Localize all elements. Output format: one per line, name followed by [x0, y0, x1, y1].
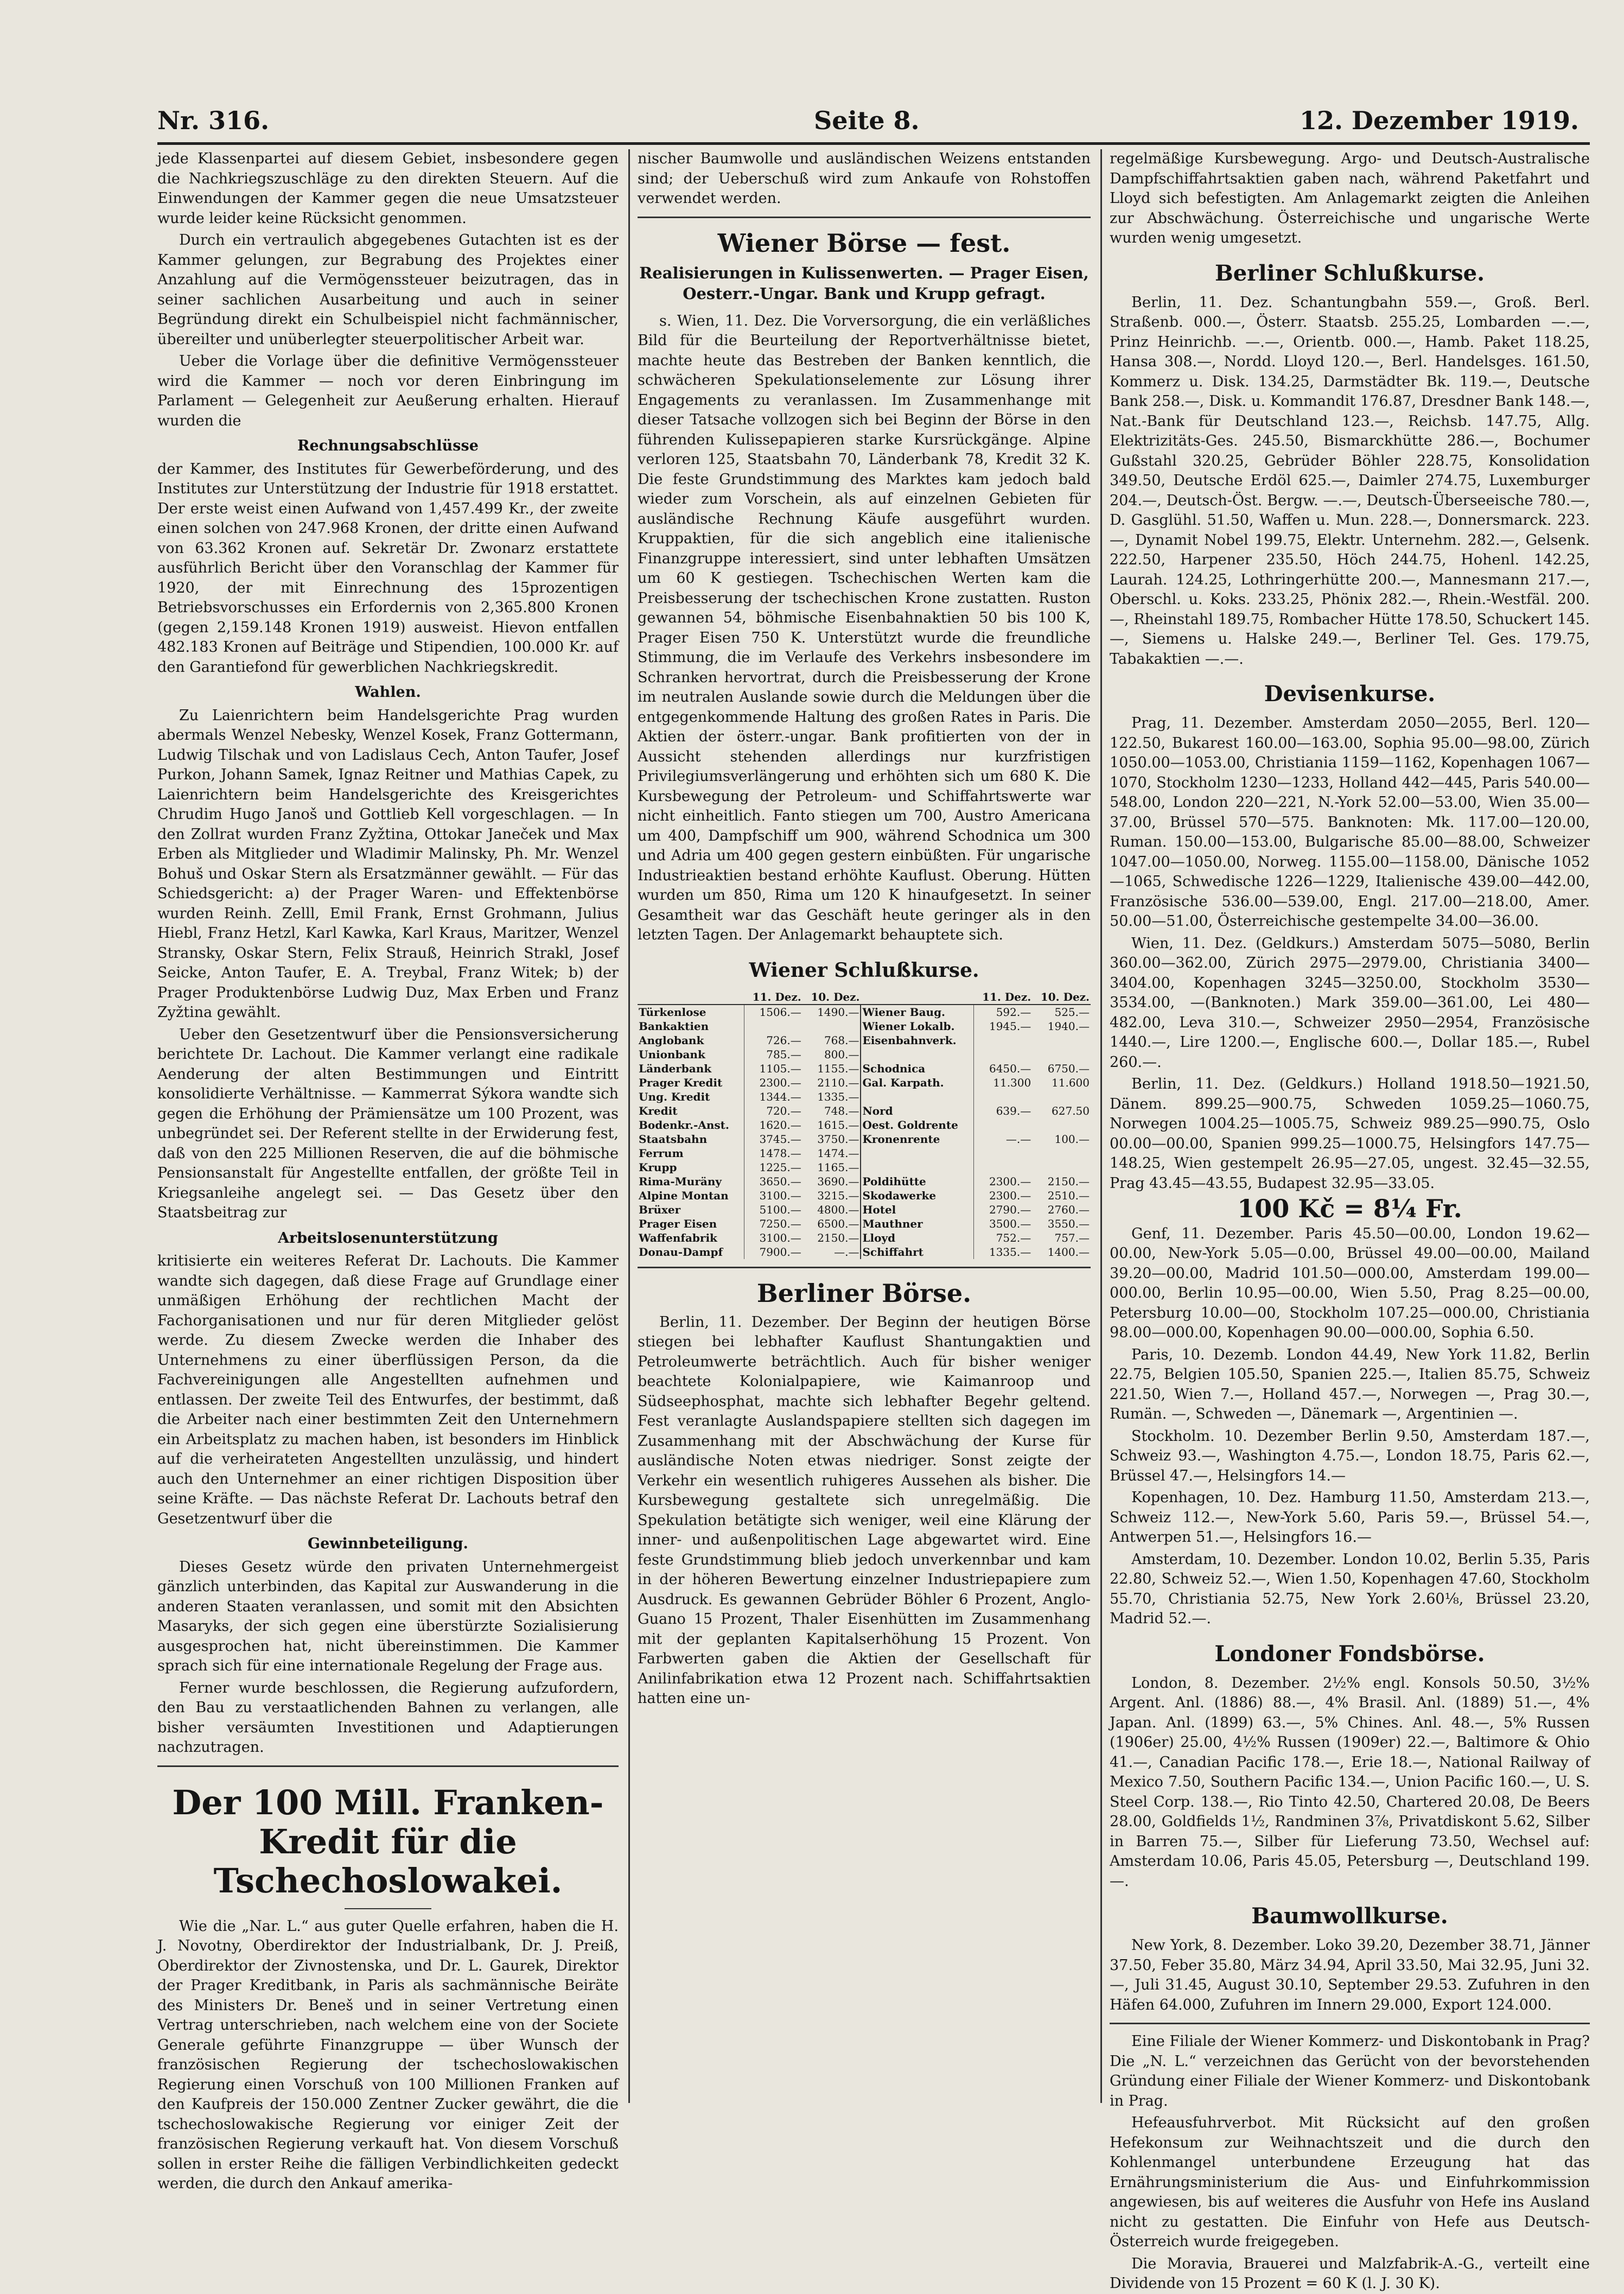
table-cell: Anglobank: [638, 1033, 744, 1047]
table-cell: 4800.—: [803, 1203, 861, 1217]
table-row: [638, 1104, 1091, 1118]
subheading: Arbeitslosenunterstützung: [278, 1229, 498, 1247]
table-cell: Schodnica: [861, 1062, 973, 1076]
section-heading: Devisenkurse.: [1264, 681, 1436, 707]
table-row: [638, 1245, 1091, 1259]
table-cell: 1335.—: [989, 1245, 1031, 1259]
table-row: [638, 1076, 1091, 1090]
table-cell: 748.—: [803, 1104, 861, 1118]
table-cell: Prager Eisen: [638, 1217, 744, 1231]
table-cell: 11.300: [993, 1076, 1031, 1089]
table-cell: [974, 1090, 1033, 1104]
table-cell: 720.—: [766, 1104, 801, 1117]
column-divider: [628, 149, 630, 2103]
table-cell: —.—: [1005, 1132, 1031, 1146]
table-header-cell: 11. Dez.: [744, 990, 803, 1005]
section-heading: Berliner Schlußkurse.: [1214, 260, 1485, 286]
table-cell: 785.—: [766, 1047, 801, 1061]
table-row: [638, 1118, 1091, 1132]
table-cell: [861, 1146, 973, 1160]
table-cell: 1620.—: [759, 1118, 801, 1132]
column-3: [1110, 149, 1590, 2292]
table-cell: 5100.—: [759, 1203, 801, 1216]
table-cell: [1032, 1033, 1091, 1047]
header-rule: [157, 142, 1590, 145]
table-cell: [974, 1047, 1033, 1062]
paragraph: New York, 8. Dezember. Loko 39.20, Dezember 38.71, Jänner 37.50, Feber 35.80, März 34.94, April 33.50, Mai 32.95, Juni 32.—, Juli 31.45, August 30.10, September 29.53. Zufuhren in den Häfen 64.000, Zufuhren im Innern 29.000, Export 124.000.: [1110, 1937, 1590, 2013]
table-header-cell: 10. Dez.: [1032, 990, 1091, 1005]
table-row: [638, 1160, 1091, 1174]
table-cell: 1155.—: [803, 1062, 861, 1076]
table-cell: Lloyd: [861, 1231, 973, 1245]
table-cell: [974, 1033, 1033, 1047]
paragraph: nischer Baumwolle und ausländischen Weizens entstanden sind; der Ueberschuß wird zum Ankaufe von Rohstoffen verwendet werden.: [638, 150, 1091, 207]
table-cell: Wiener Baug.: [861, 1005, 973, 1019]
separator: [638, 217, 1091, 218]
table-cell: Nord: [861, 1104, 973, 1118]
paragraph: Ueber den Gesetzentwurf über die Pensionsversicherung berichtete Dr. Lachout. Die Kammer verlangt eine radikale Aenderung der alten Bestimmungen und Eintritt konsolidierte Verhältnisse. — Kammerrat Sýkora wandte sich gegen die Erhöhung der Prämiensätze um 100 Prozent, was unbegründet sei. Der Referent stellte in der Erwiderung fest, daß von den 225 Millionen Reserven, die auf die böhmische Pensionsanstalt für Angestellte entfallen, der größte Teil in Kriegsanleihe angelegt sei. — Das Gesetz über den Staatsbeitrag zur: [157, 1026, 619, 1221]
table-header-cell: [638, 990, 744, 1005]
table-cell: 3215.—: [803, 1189, 861, 1203]
table-cell: 1490.—: [803, 1005, 861, 1019]
table-row: [638, 1090, 1091, 1104]
table-cell: 757.—: [1054, 1231, 1090, 1244]
table-cell: [1032, 1118, 1091, 1132]
table-cell: [861, 1160, 973, 1174]
table-cell: 1335.—: [803, 1090, 861, 1104]
table-cell: 100.—: [1054, 1132, 1090, 1146]
page-header: [157, 106, 1579, 138]
table-cell: 525.—: [1054, 1005, 1090, 1019]
table-row: [638, 1174, 1091, 1189]
table-cell: 3750.—: [803, 1132, 861, 1146]
table-cell: Türkenlose: [638, 1005, 744, 1019]
column-1: [157, 149, 619, 2192]
issue-number: Nr. 316.: [157, 106, 270, 135]
table-cell: 1474.—: [803, 1146, 861, 1160]
paragraph: Amsterdam, 10. Dezember. London 10.02, Berlin 5.35, Paris 22.80, Schweiz 52.—, Wien 1.50, Kopenhagen 47.60, Stockholm 55.70, Christiania 52.75, New York 2.60⅛, Brüssel 23.20, Madrid 52.—.: [1110, 1550, 1590, 1627]
paragraph: Kopenhagen, 10. Dez. Hamburg 11.50, Amsterdam 213.—, Schweiz 112.—, New-York 5.60, Paris 59.—, Brüssel 54.—, Antwerpen 51.—, Helsingfors 16.—: [1110, 1489, 1590, 1546]
table-row: [638, 1189, 1091, 1203]
table-row: [638, 1231, 1091, 1245]
table-header-cell: [861, 990, 973, 1005]
table-cell: Krupp: [638, 1160, 744, 1174]
table-cell: 11.600: [1052, 1076, 1090, 1089]
table-cell: [1032, 1160, 1091, 1174]
table-row: [638, 1146, 1091, 1160]
table-cell: 3100.—: [759, 1189, 801, 1202]
table-cell: 6500.—: [803, 1217, 861, 1231]
table-cell: 800.—: [803, 1047, 861, 1062]
table-header-cell: 10. Dez.: [803, 990, 861, 1005]
table-cell: 1945.—: [989, 1019, 1031, 1033]
paragraph: s. Wien, 11. Dez. Die Vorversorgung, die ein verläßliches Bild für die Beurteilung der Reportverhältnisse bietet, machte heute das Bestreben der Banken kenntlich, die schwächeren Spekulationselemente zur Lösung ihrer Engagements zu veranlassen. Im Zusammenhange mit dieser Tatsache vollzogen sich bei Beginn der Börse in den führenden Kulissepapieren starke Kursrückgänge. Alpine verloren 125, Staatsbahn 70, Länderbank 78, Kredit 32 K. Die feste Grundstimmung des Marktes kam jedoch bald wieder zum Vorschein, als auf einzelnen Gebieten für ausländische Rechnung Käufe ausgeführt wurden. Kruppaktien, für die sich angeblich eine italienische Finanzgruppe interessiert, sind unter lebhaften Umsätzen um 60 K gestiegen. Tschechischen Werten kam die Preisbesserung der tschechischen Krone zustatten. Ruston gewannen 54, böhmische Eisenbahnaktien 50 bis 100 K, Prager Eisen 750 K. Unterstützt wurde die freundliche Stimmung, die im Verlaufe des Verkehrs insbesondere im Schranken hervortrat, durch die Preisbesserung der Krone im neutralen Auslande sowie durch die Meldungen über die entgegenkommende Haltung des großen Rates in Paris. Die Aktien der österr.-ungar. Bank profitierten von der in Aussicht stehenden allerdings nur kurzfristigen Privilegiumsverlängerung und erhöhten sich um 680 K. Die Kursbewegung der Petroleum- und Schiffahrtswerte war nicht einheitlich. Fanto stiegen um 700, Austro Americana um 400, Dampfschiff um 900, während Schodnica um 300 und Adria um 400 gegen gestern einbüßten. Für ungarische Industrieaktien bestand erhöhte Kauflust. Oberung. Hütten wurden um 850, Rima um 120 K hinaufgesetzt. In seiner Gesamtheit war das Geschäft heute geringer als in den letzten Tagen. Der Anlagemarkt behauptete sich.: [638, 312, 1091, 943]
table-cell: Mauthner: [861, 1217, 973, 1231]
table-cell: Oest. Goldrente: [861, 1118, 973, 1132]
table-cell: 1400.—: [1047, 1245, 1090, 1259]
table-row: [638, 1033, 1091, 1047]
section-heading: Baumwollkurse.: [1251, 1903, 1448, 1929]
table-cell: 3550.—: [1047, 1217, 1090, 1230]
table-row: [638, 1062, 1091, 1076]
table-cell: 2110.—: [803, 1076, 861, 1090]
table-cell: Prager Kredit: [638, 1076, 744, 1090]
table-cell: Unionbank: [638, 1047, 744, 1062]
paragraph: der Kammer, des Institutes für Gewerbeförderung, und des Institutes zur Unterstützung der Industrie für 1918 erstattet. Der erste weist einen Aufwand von 1,457.499 Kr., der zweite einen solchen von 247.968 Kronen, der dritte einen Aufwand von 63.362 Kronen auf. Sekretär Dr. Zwonarz erstattete ausführlich Bericht über den Voranschlag der Kammer für 1920, der mit Einrechnung des 15prozentigen Betriebsvorschusses ein Erfordernis von 2,365.800 Kronen (gegen 2,159.148 Kronen 1919) ausweist. Hievon entfallen 482.183 Kronen auf Beiträge und Stipendien, 100.000 Kr. auf den Garantiefond für gewerblichen Nachkriegskredit.: [157, 460, 619, 676]
table-cell: 768.—: [803, 1033, 861, 1047]
quotes-table: [638, 990, 1091, 1259]
table-cell: 1478.—: [759, 1146, 801, 1160]
paragraph: Berlin, 11. Dez. (Geldkurs.) Holland 1918.50—1921.50, Dänem. 899.25—900.75, Schweden 1059.25—1060.75, Norwegen 1004.25—1005.75, Schweiz 989.25—990.75, Oslo 00.00—00.00, Spanien 999.25—1000.75, Helsingfors 147.75—148.25, Wien gestempelt 26.95—27.05, ungest. 32.45—32.55, Prag 43.45—43.55, Budapest 32.95—33.05.: [1110, 1076, 1590, 1192]
separator: [157, 1765, 619, 1767]
table-cell: Bankaktien: [638, 1019, 744, 1033]
table-cell: Kredit: [638, 1104, 744, 1118]
table-cell: 1615.—: [803, 1118, 861, 1132]
paragraph: Ueber die Vorlage über die definitive Vermögenssteuer wird die Kammer — noch vor deren Einbringung im Parlament — Gelegenheit zur Aeußerung erhalten. Hierauf wurden die: [157, 353, 619, 429]
table-cell: 592.—: [996, 1005, 1031, 1019]
paragraph: Ferner wurde beschlossen, die Regierung aufzufordern, den Bau zu verstaatlichenden Bahnen zu verlangen, alle bisher versäumten Investitionen und Adaptierungen nachzutragen.: [157, 1679, 619, 1756]
table-cell: [861, 1047, 973, 1062]
page-number: Seite 8.: [814, 106, 920, 135]
table-row: [638, 1203, 1091, 1217]
table-header-cell: 11. Dez.: [974, 990, 1033, 1005]
paragraph: Genf, 11. Dezember. Paris 45.50—00.00, London 19.62—00.00, New-York 5.05—0.00, Brüssel 49.00—00.00, Mailand 39.20—00.00, Madrid 101.50—000.00, Amsterdam 199.00—000.00, Berlin 10.95—00.00, Wien 5.50, Prag 8.25—00.00, Petersburg 10.00—00, Stockholm 107.25—000.00, Christiania 98.00—000.00, Kopenhagen 90.00—000.00, Sophia 6.50.: [1110, 1225, 1590, 1341]
table-row: [638, 1132, 1091, 1146]
table-cell: 6450.—: [989, 1062, 1031, 1075]
table-cell: 627.50: [1052, 1104, 1090, 1117]
paragraph: Paris, 10. Dezemb. London 44.49, New York 11.82, Berlin 22.75, Belgien 105.50, Spanien 225.—, Italien 85.75, Schweiz 221.50, Wien 7.—, Holland 457.—, Norwegen —, Prag 30.—, Rumän. —, Schweden —, Dänemark —, Argentinien —.: [1110, 1346, 1590, 1422]
table-cell: 3690.—: [803, 1174, 861, 1189]
table-cell: 7900.—: [759, 1245, 801, 1259]
headline: Der 100 Mill. Franken-Kredit für die Tschechoslowakei.: [172, 1782, 604, 1901]
table-cell: [1032, 1146, 1091, 1160]
paragraph: Zu Laienrichtern beim Handelsgerichte Prag wurden abermals Wenzel Nebesky, Wenzel Kosek, Franz Gottermann, Ludwig Tilschak und von Ladislaus Cech, Anton Taufer, Josef Purkon, Johann Samek, Ignaz Reitner und Mathias Capek, zu Laienrichtern beim Handelsgerichte des Kreisgerichtes Chrudim Hugo Janoš und Gottlieb Kell vorgeschlagen. — In den Zollrat wurden Franz Zyžtina, Ottokar Janeček und Max Erben als Mitglieder und Wladimir Malinsky, Ph. Mr. Wenzel Bohuš und Oskar Stern als Ersatzmänner gewählt. — Für das Schiedsgericht: a) der Prager Waren- und Effektenbörse wurden Reinh. Zelll, Emil Frank, Ernst Grohmann, Julius Hiebl, Franz Hetzl, Karl Kawka, Karl Kraus, Maritzer, Wenzel Stransky, Oskar Stern, Felix Strauß, Heinrich Strakl, Josef Seicke, Anton Taufer, E. A. Treybal, Franz Witek; b) der Prager Produktenbörse Ludwig Duz, Max Erben und Franz Zyžtina gewählt.: [157, 707, 619, 1021]
section-heading: Londoner Fondsbörse.: [1214, 1641, 1485, 1667]
exchange-rate-banner: 100 Kč = 8¼ Fr.: [1237, 1194, 1462, 1223]
table-cell: 7250.—: [759, 1217, 801, 1230]
table-cell: Wiener Lokalb.: [861, 1019, 973, 1033]
issue-date: 12. Dezember 1919.: [1300, 106, 1579, 135]
paragraph: regelmäßige Kursbewegung. Argo- und Deutsch-Australische Dampfschiffahrtsaktien gaben nach, während Paketfahrt und Lloyd sich befestigten. Am Anlagemarkt zeigten die Anleihen zur Abschwächung. Österreichische und ungarische Werte wurden wenig umgesetzt.: [1110, 150, 1590, 246]
table-cell: Kronenrente: [861, 1132, 973, 1146]
paragraph: Dieses Gesetz würde den privaten Unternehmergeist gänzlich unterbinden, das Kapital zur Auswanderung in die anderen Staaten veranlassen, und somit mit den Absichten Masaryks, der sich gegen eine überstürzte Sozialisierung ausgesprochen hat, nicht übereinstimmen. Die Kammer sprach sich für eine internationale Regelung der Frage aus.: [157, 1558, 619, 1674]
table-cell: 1225.—: [759, 1160, 801, 1174]
table-cell: Gal. Karpath.: [861, 1076, 973, 1090]
table-cell: 752.—: [996, 1231, 1031, 1244]
paragraph: Eine Filiale der Wiener Kommerz- und Diskontobank in Prag? Die „N. L.“ verzeichnen das Gerücht von der bevorstehenden Gründung einer Filiale der Wiener Kommerz- und Diskontobank in Prag.: [1110, 2033, 1590, 2109]
column-2: [638, 149, 1091, 2157]
paragraph: Prag, 11. Dezember. Amsterdam 2050—2055, Berl. 120—122.50, Bukarest 160.00—163.00, Sophia 95.00—98.00, Zürich 1050.00—1053.00, Christiania 1159—1162, Kopenhagen 1067—1070, Stockholm 1230—1233, Holland 442—445, Paris 540.00—548.00, London 220—221, N.-York 52.00—53.00, Wien 35.00—37.00, Brüssel 570—575. Banknoten: Mk. 117.00—120.00, Ruman. 150.00—153.00, Bulgarische 85.00—88.00, Schweizer 1047.00—1050.00, Norweg. 1155.00—1158.00, Dänische 1052—1065, Schwedische 1226—1229, Italienische 439.00—442.00, Französische 536.00—539.00, Engl. 217.00—218.00, Amer. 50.00—51.00, Österreichische gestempelte 34.00—36.00.: [1110, 715, 1590, 930]
table-cell: [803, 1019, 861, 1033]
table-cell: Hotel: [861, 1203, 973, 1217]
separator: [345, 1908, 431, 1909]
table-cell: Waffenfabrik: [638, 1231, 744, 1245]
table-cell: 1940.—: [1047, 1019, 1090, 1033]
separator: [1110, 2023, 1590, 2024]
paragraph: Wie die „Nar. L.“ aus guter Quelle erfahren, haben die H. J. Novotny, Oberdirektor der Industrialbank, Dr. J. Preiß, Oberdirektor der Zivnostenska, und Dr. L. Gaurek, Direktor der Prager Kreditbank, in Paris als sachmännische Beiräte des Ministers Dr. Beneš und in seiner Vertretung einen Vertrag unterschrieben, nach welchem eine von der Societe Generale geführte Finanzgruppe — über Wunsch der französischen Regierung der tschechoslowakischen Regierung einen Vorschuß von 100 Millionen Franken auf den Kaufpreis der 150.000 Zentner Zucker gewährt, die die tschechoslowakische Regierung vor einiger Zeit der französischen Regierung verkauft hat. Von diesem Vorschuß sollen in erster Reihe die fälligen Verbindlichkeiten gedeckt werden, die durch den Ankauf amerika-: [157, 1917, 619, 2192]
section-deck: Realisierungen in Kulissenwerten. — Prager Eisen, Oesterr.-Ungar. Bank und Krupp gefragt.: [639, 263, 1089, 303]
subheading: Rechnungsabschlüsse: [297, 437, 479, 454]
table-cell: 2150.—: [803, 1231, 861, 1245]
table-cell: 726.—: [766, 1033, 801, 1047]
table-cell: Skodawerke: [861, 1189, 973, 1203]
table-cell: Poldihütte: [861, 1174, 973, 1189]
table-row: [638, 1005, 1091, 1019]
table-cell: Rima-Muräny: [638, 1174, 744, 1189]
table-cell: 3745.—: [759, 1132, 801, 1146]
section-heading: Wiener Börse — fest.: [717, 228, 1011, 258]
table-cell: [974, 1160, 1033, 1174]
table-cell: Ung. Kredit: [638, 1090, 744, 1104]
table-cell: 6750.—: [1047, 1062, 1090, 1075]
table-cell: Donau-Dampf: [638, 1245, 744, 1259]
table-cell: 1105.—: [759, 1062, 801, 1075]
table-cell: [1032, 1090, 1091, 1104]
table-cell: 1506.—: [759, 1005, 801, 1019]
separator: [638, 1267, 1091, 1268]
table-cell: 1165.—: [803, 1160, 861, 1174]
table-cell: [1032, 1047, 1091, 1062]
paragraph: kritisierte ein weiteres Referat Dr. Lachouts. Die Kammer wandte sich dagegen, daß diese Frage auf Grundlage einer unmäßigen Erhöhung der rechtlichen Macht der Fachorganisationen und nur für deren Mitglieder gelöst werde. Zu diesem Zwecke werden die Inhaber des Unternehmens zu einer überflüssigen Person, da die Fachvereinigungen alle Angestellten aufnehmen und entlassen. Der zweite Teil des Entwurfes, der bestimmt, daß die Arbeiter nach einer bestimmten Zeit den Unternehmern ein Arbeitsplatz zu machen haben, ist besonders im Hinblick auf die verheirateten Angestellten unzulässig, und hindert auch den Unternehmer an einer richtigen Disposition über seine Kräfte. — Das nächste Referat Dr. Lachouts betraf den Gesetzentwurf über die: [157, 1253, 619, 1527]
table-row: [638, 1047, 1091, 1062]
table-cell: Ferrum: [638, 1146, 744, 1160]
table-cell: 2790.—: [989, 1203, 1031, 1216]
table-cell: Schiffahrt: [861, 1245, 973, 1259]
section-heading: Berliner Börse.: [756, 1278, 972, 1308]
paragraph: Hefeausfuhrverbot. Mit Rücksicht auf den großen Hefekonsum zur Weihnachtszeit und die durch den Kohlenmangel unterbundene Erzeugung hat das Ernährungsministerium die Aus- und Einfuhrkommission angewiesen, bis auf weiteres die Ausfuhr von Hefe ins Ausland nicht zu gestatten. Die Einfuhr von Hefe aus Deutsch-Österreich wurde freigegeben.: [1110, 2114, 1590, 2250]
table-cell: [974, 1118, 1033, 1132]
table-cell: [974, 1146, 1033, 1160]
column-divider: [1100, 149, 1102, 2103]
table-cell: 2510.—: [1047, 1189, 1090, 1202]
paragraph: Berlin, 11. Dez. Schantungbahn 559.—, Groß. Berl. Straßenb. 000.—, Österr. Staatsb. 255.25, Lombarden —.—, Prinz Heinrichb. —.—, Orientb. 000.—, Hamb. Paket 118.25, Hansa 308.—, Nordd. Lloyd 120.—, Berl. Handelsges. 161.50, Kommerz u. Disk. 134.25, Darmstädter Bk. 119.—, Deutsche Bank 258.—, Disk. u. Kommandit 176.87, Dresdner Bank 148.—, Nat.-Bank für Deutschland 123.—, Reichsb. 147.75, Allg. Elektrizitäts-Ges. 245.50, Bismarckhütte 286.—, Bochumer Gußstahl 320.25, Gebrüder Böhler 228.75, Konsolidation 349.50, Deutsche Erdöl 625.—, Daimler 274.75, Luxemburger 204.—, Deutsch-Öst. Bergw. —.—, Deutsch-Überseeische 780.—, D. Gasglühl. 51.50, Waffen u. Mun. 228.—, Donnersmarck. 223.—, Dynamit Nobel 199.75, Elektr. Unternehm. 282.—, Gelsenk. 222.50, Harpener 235.50, Höch 244.75, Hohenl. 142.25, Laurah. 124.25, Lothringerhütte 200.—, Mannesmann 217.—, Oberschl. u. Koks. 233.25, Phönix 282.—, Rhein.-Westfäl. 200.—, Rheinstahl 189.75, Rombacher Hütte 178.50, Schuckert 145.—, Siemens u. Halske 249.—, Berliner Tel. Ges. 179.75, Tabakaktien —.—.: [1110, 294, 1590, 668]
section-heading: Wiener Schlußkurse.: [749, 958, 979, 982]
table-cell: [861, 1090, 973, 1104]
paragraph: Die Moravia, Brauerei und Malzfabrik-A.-G., verteilt eine Dividende von 15 Prozent = 60 K (l. J. 30 K).: [1110, 2255, 1590, 2292]
table-cell: Alpine Montan: [638, 1189, 744, 1203]
table-cell: 1344.—: [759, 1090, 801, 1103]
table-cell: Staatsbahn: [638, 1132, 744, 1146]
table-cell: Länderbank: [638, 1062, 744, 1076]
table-cell: 2300.—: [759, 1076, 801, 1089]
table-cell: Brüxer: [638, 1203, 744, 1217]
table-cell: 3650.—: [759, 1174, 801, 1188]
table-cell: Bodenkr.-Anst.: [638, 1118, 744, 1132]
paragraph: Durch ein vertraulich abgegebenes Gutachten ist es der Kammer gelungen, zur Begrabung des Projektes einer Anzahlung auf die Vermögenssteuer beizutragen, das in seiner sachlichen Ausarbeitung und auch in seiner Begründung direkt ein Schulbeispiel nicht fachmännischer, übereilter und unüberlegter steuerpolitischer Arbeit war.: [157, 232, 619, 348]
paragraph: London, 8. Dezember. 2½% engl. Konsols 50.50, 3½% Argent. Anl. (1886) 88.—, 4% Brasil. Anl. (1889) 51.—, 4% Japan. Anl. (1899) 63.—, 5% Chines. Anl. 48.—, 5% Russen (1906er) 25.00, 4½% Russen (1909er) 22.—, Baltimore & Ohio 41.—, Canadian Pacific 178.—, Erie 18.—, National Railway of Mexico 7.50, Southern Pacific 134.—, Union Pacific 160.—, U. S. Steel Corp. 138.—, Rio Tinto 42.50, Chartered 20.08, De Beers 28.00, Goldfields 1½, Randminen 3⅞, Privatdiskont 5.62, Silber in Barren 75.—, Silber für Lieferung 73.50, Wechsel auf: Amsterdam 10.06, Paris 45.05, Petersburg —, Deutschland 199.—.: [1110, 1674, 1590, 1890]
table-cell: 2150.—: [1047, 1174, 1090, 1188]
table-cell: 2300.—: [989, 1189, 1031, 1202]
table-cell: Eisenbahnverk.: [861, 1033, 973, 1047]
paragraph: jede Klassenpartei auf diesem Gebiet, insbesondere gegen die Nachkriegszuschläge zu den direkten Steuern. Auf die Einwendungen der Kammer gegen die neue Umsatzsteuer wurde leider keine Rücksicht genommen.: [157, 150, 619, 227]
paragraph: Berlin, 11. Dezember. Der Beginn der heutigen Börse stiegen bei lebhafter Kauflust Shantungaktien und Petroleumwerte beträchtlich. Auch für bisher weniger beachtete Kolonialpapiere, wie Kaimanroop und Südseephosphat, machte sich lebhafter Begehr geltend. Fest veranlagte Auslandspapiere stellten sich dagegen im Zusammenhang mit der Abschwächung der Kurse für ausländische Noten etwas niedriger. Sonst zeigte der Verkehr ein wesentlich ruhigeres Aussehen als bisher. Die Kursbewegung gestaltete sich unregelmäßig. Die Spekulation betätigte sich weniger, weil eine Klärung der inner- und außenpolitischen Lage abgewartet wird. Eine feste Grundstimmung blieb jedoch unverkennbar und kam in der höheren Bewertung einzelner Industriepapiere zum Ausdruck. Es gewannen Gebrüder Böhler 6 Prozent, Anglo-Guano 15 Prozent, Thaler Eisenhütten im Zusammenhang mit der geplanten Kapitalserhöhung 15 Prozent. Von Farbwerten gaben die Aktien der Gesellschaft für Anilinfabrikation etwa 12 Prozent nach. Schiffahrtsaktien hatten eine un-: [638, 1313, 1091, 1707]
table-cell: 3500.—: [989, 1217, 1031, 1230]
subheading: Wahlen.: [355, 684, 421, 701]
paragraph: Wien, 11. Dez. (Geldkurs.) Amsterdam 5075—5080, Berlin 360.00—362.00, Zürich 2975—2979.00, Christiania 3400—3404.00, Kopenhagen 3245—3250.00, Stockholm 3530—3534.00, —(Banknoten.) Mark 359.00—361.00, Lei 480—482.00, Leva 310.—, Schweizer 2950—2954, Französische 1440.—, Lire 1200.—, Englische 600.—, Dollar 185.—, Rubel 260.—.: [1110, 935, 1590, 1071]
table-cell: 3100.—: [759, 1231, 801, 1244]
table-row: [638, 1217, 1091, 1231]
table-cell: —.—: [803, 1245, 861, 1259]
table-cell: [744, 1019, 803, 1033]
subheading: Gewinnbeteiligung.: [308, 1535, 468, 1552]
table-cell: 2300.—: [989, 1174, 1031, 1188]
table-cell: 639.—: [996, 1104, 1031, 1117]
table-row: [638, 1019, 1091, 1033]
table-cell: 2760.—: [1047, 1203, 1090, 1216]
paragraph: Stockholm. 10. Dezember Berlin 9.50, Amsterdam 187.—, Schweiz 93.—, Washington 4.75.—, London 18.75, Paris 62.—, Brüssel 47.—, Helsingfors 14.—: [1110, 1427, 1590, 1484]
